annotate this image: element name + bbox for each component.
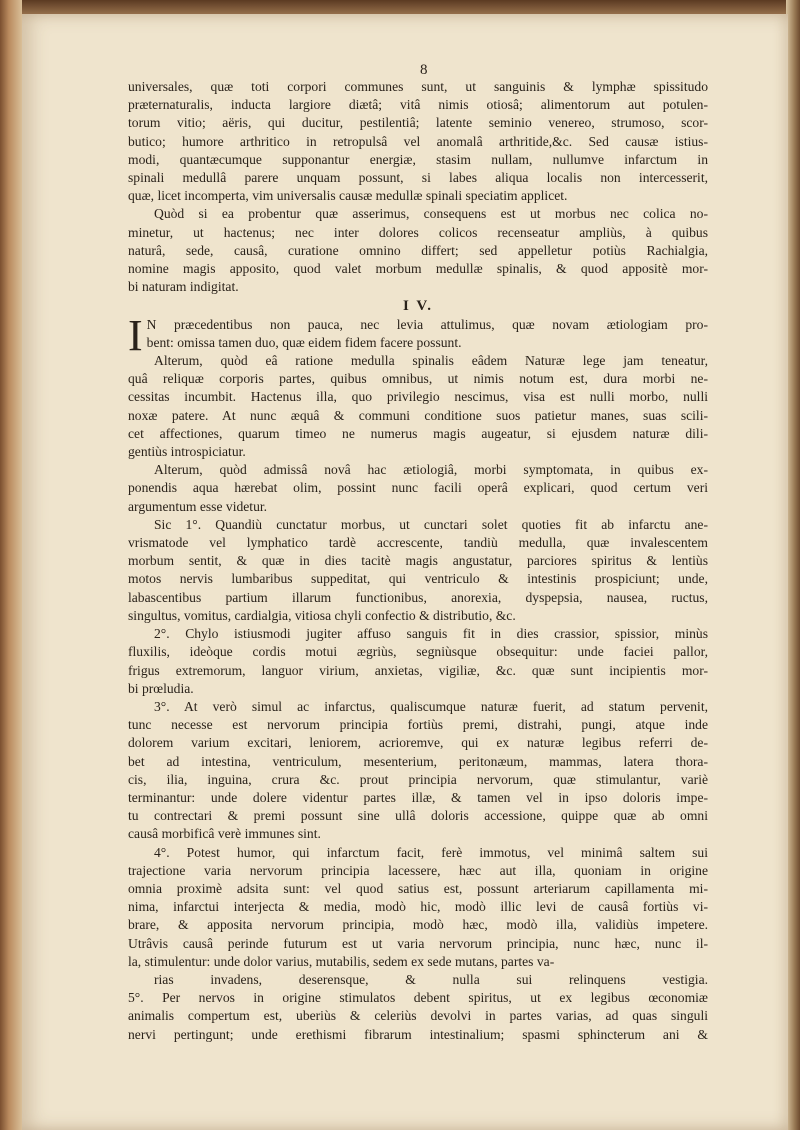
text-line: noxæ patere. At nunc æquâ & communi conditione suos patietur manes, suas scili- (128, 407, 708, 423)
text-line: bet ad intestina, ventriculum, mesenterium, peritonæum, mammas, latera thora- (128, 753, 708, 769)
page-text (128, 58, 708, 1044)
text-line: dolorem varium excitari, leniorem, acrioremve, qui ex naturæ legibus referri de- (128, 735, 708, 751)
text-line: causâ morbificâ verè immunes sint. (128, 826, 321, 842)
text-line: Quòd si ea probentur quæ asserimus, consequens est ut morbus nec colica no- (154, 206, 708, 222)
text-line: vrismatode vel lymphatico tardè accrescente, tandiù medulla, quæ invalescentem (128, 535, 708, 551)
text-line: labascentibus partium illarum functionibus, anorexia, dyspepsia, nausea, ructus, (128, 589, 708, 605)
text-line: cis, ilia, inguina, crura &c. prout principia nervorum, quæ stimulantur, variè (128, 771, 708, 787)
text-line: cet affectiones, quarum timeo ne numerus magis augeatur, si ejusdem naturæ dili- (128, 425, 708, 441)
text-line: quæ, licet incomperta, vim universalis causæ medullæ spinali speciatim applicet. (128, 188, 568, 204)
text-line: quâ reliquæ corporis partes, quibus omnibus, ut nimis notum est, dura morbi ne- (128, 371, 708, 387)
text-line: Utrâvis causâ perinde futurum est ut varia nervorum principia, nunc hæc, nunc il- (128, 935, 708, 951)
text-line: omnia proximè adsita sunt: vel quod satius est, possunt arteriarum capillamenta mi- (128, 880, 708, 896)
paragraph-iv-intro (128, 310, 708, 360)
text-line: nervi pertingunt; unde erethismi fibrarum intestinalium; spasmi sphincterum ani & (128, 1026, 708, 1042)
text-line: terminantur: unde dolere videntur partes illæ, & tamen vel in ipso doloris impe- (128, 789, 708, 805)
section-heading: I V. (403, 298, 433, 315)
text-line: argumentum esse videtur. (128, 498, 268, 514)
text-line: 4°. Potest humor, qui infarctum facit, ferè immotus, vel minimâ saltem sui (154, 844, 708, 860)
text-line: ponendis aqua hærebat olim, possint nunc facili operâ explicari, quod certum veri (128, 480, 708, 496)
text-line: modi, quantæcumque supponantur energiæ, stasim nullam, nullumve infarctum in (128, 151, 708, 167)
text-line: motos nervis lumbaribus suppeditat, qui ventriculo & intestinis prospiciunt; unde, (128, 571, 708, 587)
text-line: frigus extremorum, languor virium, anxietas, vigiliæ, &c. quæ sunt incipientis mor- (128, 662, 708, 678)
text-line: gentiùs introspiciatur. (128, 444, 246, 460)
text-line: brare, & apposita nervorum principia, modò hæc, modò illa, validiùs impetere. (128, 917, 708, 933)
text-line: præternaturalis, inducta largiore diætâ; vitâ nimis otiosâ; alimentorum aut potulen- (128, 97, 708, 113)
text-line: torum vitio; aëris, qui ducitur, pestilentiâ; latente seminio venereo, strumoso, scor- (128, 115, 708, 131)
text-line: minetur, ut hactenus; nec inter dolores colicos recenseatur ampliùs, à quibus (128, 224, 708, 240)
book-spine (0, 0, 22, 1130)
text-line: 2°. Chylo istiusmodi jugiter affuso sanguis fit in dies crassior, spissior, minùs (154, 626, 708, 642)
text-line: fluxilis, ideòque cordis motui ægriùs, segniùsque obsequitur: unde faciei pallor, (128, 644, 708, 660)
text-line: Sic 1°. Quandiù cunctatur morbus, ut cunctari solet quoties fit ab infarctu ane- (154, 516, 708, 532)
text-line: spinali medullâ parere unquam possunt, si labes aliqua localis non intercesserit, (128, 170, 708, 186)
text-line: bent: omissa tamen duo, quæ eidem fidem facere possunt. (146, 334, 462, 350)
text-line: morbum sentit, & quæ in dies tacitè magis angustatur, parciores spiritus & lentiùs (128, 553, 708, 569)
text-line: tu contrectari & premi possunt sine ullâ doloris accessione, quippe quæ ab omni (128, 808, 708, 824)
text-line: singultus, vomitus, cardialgia, vitiosa chyli confectio & distributio, &c. (128, 607, 516, 623)
text-line: animalis compertum est, uberiùs & celeriùs devolvi in partes varias, ad quas singuli (128, 1008, 708, 1024)
text-line: bi naturam indigitat. (128, 279, 239, 295)
text-line: rias invadens, deserensque, & nulla sui relinquens vestigia. (154, 971, 708, 987)
text-line: trajectione varia nervorum principia lacessere, hæc aut illa, quoniam in origine (128, 862, 708, 878)
book-right-edge (786, 0, 800, 1130)
text-line: tunc necesse est nervorum principia fortiùs premi, distrahi, pungi, atque inde (128, 717, 708, 733)
text-line: N præcedentibus non pauca, nec levia attulimus, quæ novam ætiologiam pro- (146, 316, 708, 332)
text-line: bi prœludia. (128, 680, 194, 696)
paragraph-top (128, 78, 708, 296)
text-line: naturâ, sede, causâ, curatione omnino differt; sed appelletur potiùs Rachialgia, (128, 242, 708, 258)
text-line: nomine magis apposito, quod valet morbum medullæ spinalis, & quod appositè mor- (128, 261, 708, 277)
dropcap: I (128, 310, 143, 360)
text-line: cessitas incumbit. Hactenus illa, quo privilegio nescimus, visa est nulli morbo, nulli (128, 389, 708, 405)
text-line: butico; humore arthritico in retropulsâ vel anomalâ arthritide,&c. Sed causæ istius- (128, 133, 708, 149)
text-line: Alterum, quòd eâ ratione medulla spinalis eâdem Naturæ lege jam teneatur, (154, 353, 708, 369)
text-line: la, stimulentur: unde dolor varius, mutabilis, sedem ex sede mutans, partes va- (128, 953, 555, 969)
text-line: universales, quæ toti corpori communes sunt, ut sanguinis & lymphæ spissitudo (128, 79, 708, 94)
text-line: 5°. Per nervos in origine stimulatos debent spiritus, ut ex legibus œconomiæ (128, 990, 708, 1006)
page-number: 8 (420, 62, 428, 78)
paragraph-body (128, 352, 708, 1044)
text-line: nima, infarctui interjecta & media, modò hic, modò illic levi de causâ fortiùs vi- (128, 899, 708, 915)
text-line: 3°. At verò simul ac infarctus, qualiscumque naturæ fuerit, ad statum pervenit, (154, 698, 708, 714)
text-line: Alterum, quòd admissâ novâ hac ætiologiâ, morbi symptomata, in quibus ex- (154, 462, 708, 478)
